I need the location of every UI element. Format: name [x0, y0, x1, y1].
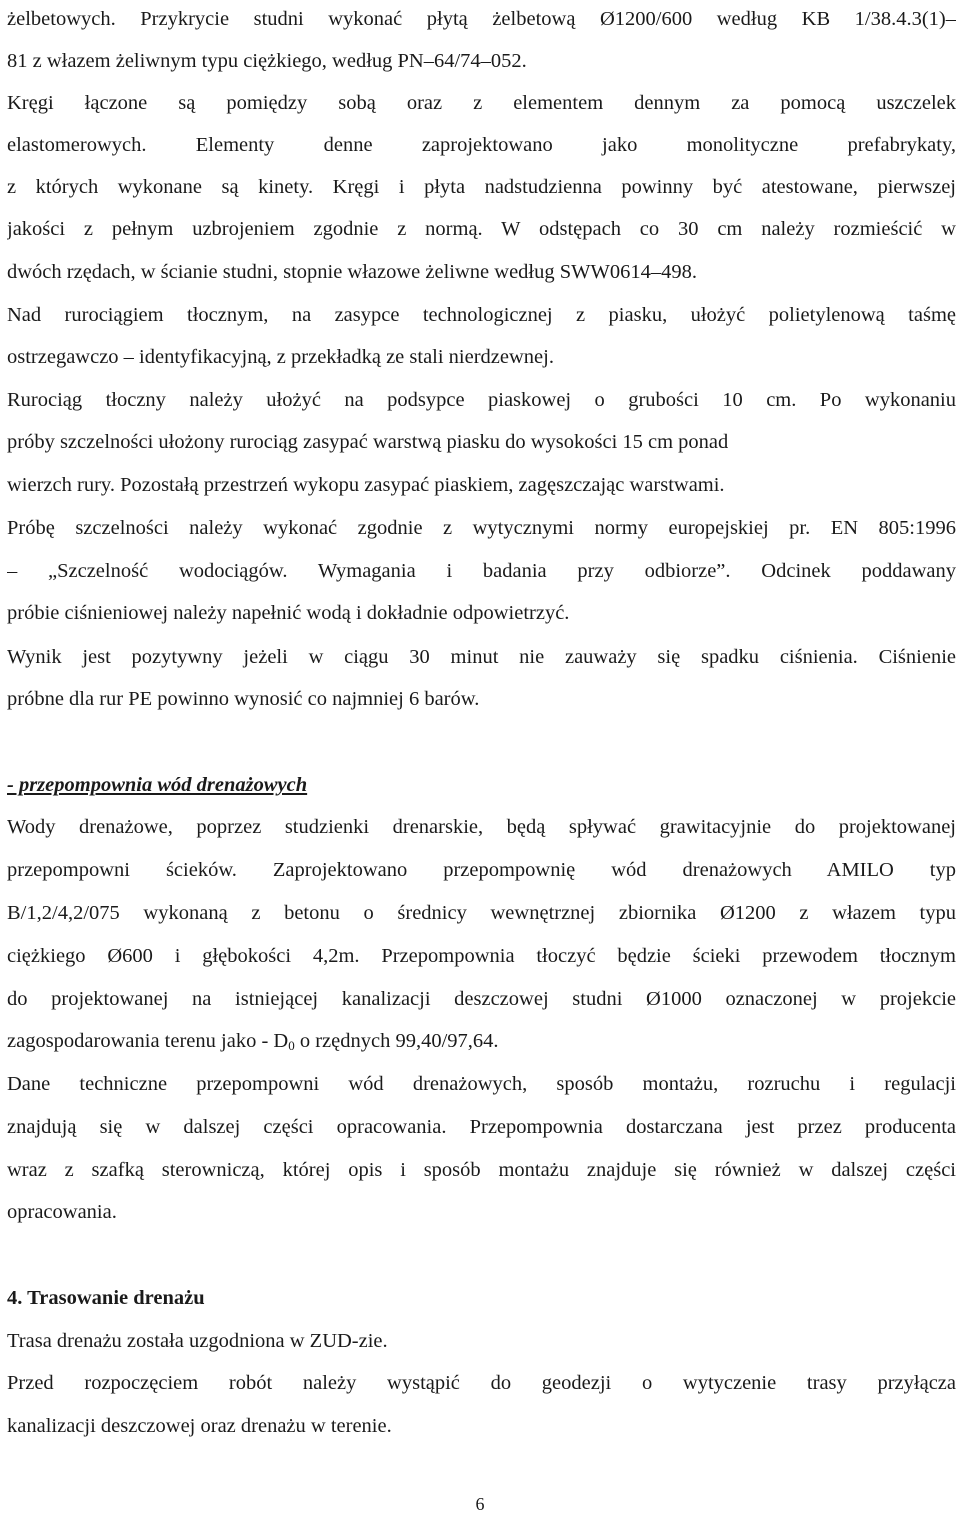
text-line: 81 z włazem żeliwnym typu ciężkiego, według PN–64/74–052. — [7, 50, 527, 72]
text-line: Trasa drenażu została uzgodniona w ZUD-zie. — [7, 1330, 388, 1352]
section-heading — [7, 771, 956, 799]
text-line: znajdują się w dalszej części opracowania. Przepompownia dostarczana jest przez producenta — [7, 1116, 956, 1138]
text-line: B/1,2/4,2/075 wykonaną z betonu o średnicy wewnętrznej zbiornika Ø1200 z włazem typu — [7, 902, 956, 924]
chapter-heading — [7, 1284, 956, 1312]
text-line: Kręgi łączone są pomiędzy sobą oraz z elementem dennym za pomocą uszczelek — [7, 92, 956, 114]
text-line: Dane techniczne przepompowni wód drenażowych, sposób montażu, rozruchu i regulacji — [7, 1073, 956, 1095]
text-line: jakości z pełnym uzbrojeniem zgodnie z normą. W odstępach co 30 cm należy rozmieścić w — [7, 218, 956, 240]
text-line: – „Szczelność wodociągów. Wymagania i badania przy odbiorze”. Odcinek poddawany — [7, 560, 956, 582]
text-line: Próbę szczelności należy wykonać zgodnie z wytycznymi normy europejskiej pr. EN 805:1996 — [7, 517, 956, 539]
text-line: Przed rozpoczęciem robót należy wystąpić do geodezji o wytyczenie trasy przyłącza — [7, 1372, 956, 1394]
text-line: do projektowanej na istniejącej kanalizacji deszczowej studni Ø1000 oznaczonej w projekcie — [7, 988, 956, 1010]
text-line: ciężkiego Ø600 i głębokości 4,2m. Przepompownia tłoczyć będzie ścieki przewodem tłocznym — [7, 945, 956, 967]
text-line: elastomerowych. Elementy denne zaprojektowano jako monolityczne prefabrykaty, — [7, 134, 956, 156]
text-line: dwóch rzędach, w ścianie studni, stopnie włazowe żeliwne według SWW0614–498. — [7, 261, 697, 283]
text-line: próbie ciśnieniowej należy napełnić wodą i dokładnie odpowietrzyć. — [7, 602, 570, 624]
text-line: próby szczelności ułożony rurociąg zasypać warstwą piasku do wysokości 15 cm ponad — [7, 431, 729, 453]
text-line: wierzch rury. Pozostałą przestrzeń wykopu zasypać piaskiem, zagęszczając warstwami. — [7, 474, 725, 496]
line-text-before: zagospodarowania terenu jako - D — [7, 1030, 289, 1052]
text-line: ostrzegawczo – identyfikacyjną, z przekładką ze stali nierdzewnej. — [7, 346, 554, 368]
text-line — [7, 1027, 956, 1055]
page-number: 6 — [475, 1494, 485, 1514]
text-line: żelbetowych. Przykrycie studni wykonać płytą żelbetową Ø1200/600 według KB 1/38.4.3(1)– — [7, 8, 956, 30]
text-line: Wody drenażowe, poprzez studzienki drenarskie, będą spływać grawitacyjnie do projektowanej — [7, 816, 956, 838]
section-heading-text: - przepompownia wód drenażowych — [7, 774, 308, 796]
text-line: przepompowni ścieków. Zaprojektowano przepompownię wód drenażowych AMILO typ — [7, 859, 956, 881]
text-line: opracowania. — [7, 1201, 117, 1223]
text-line: Rurociąg tłoczny należy ułożyć na podsypce piaskowej o grubości 10 cm. Po wykonaniu — [7, 389, 956, 411]
text-line: kanalizacji deszczowej oraz drenażu w terenie. — [7, 1415, 392, 1437]
chapter-heading-text: 4. Trasowanie drenażu — [7, 1287, 205, 1309]
text-line: Nad rurociągiem tłocznym, na zasypce technologicznej z piasku, ułożyć polietylenową taśmę — [7, 304, 956, 326]
text-line: próbne dla rur PE powinno wynosić co najmniej 6 barów. — [7, 688, 480, 710]
text-line: Wynik jest pozytywny jeżeli w ciągu 30 minut nie zauważy się spadku ciśnienia. Ciśnienie — [7, 646, 956, 668]
subscript: 0 — [288, 1038, 295, 1053]
line-text-after: o rzędnych 99,40/97,64. — [294, 1030, 499, 1052]
text-line: wraz z szafką sterowniczą, której opis i sposób montażu znajduje się również w dalszej części — [7, 1159, 956, 1181]
text-line: z których wykonane są kinety. Kręgi i płyta nadstudzienna powinny być atestowane, pierwszej — [7, 176, 956, 198]
